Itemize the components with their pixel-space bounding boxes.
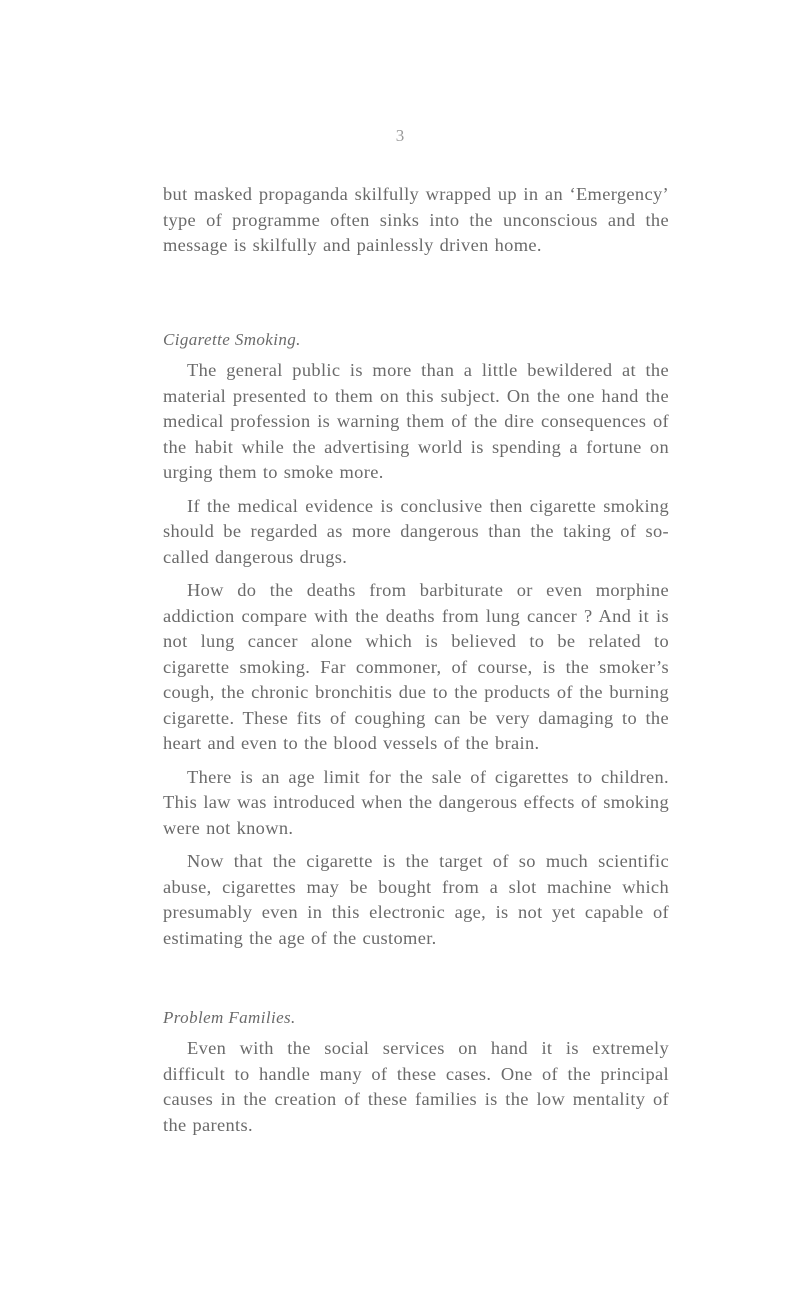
section-heading-problem-families: Problem Families. — [163, 1008, 296, 1027]
body-paragraph: Now that the cigarette is the target of so much scientific abuse, cigarettes may be bought from a slot machine which presumably even in this electronic age, is not yet capable of estimating the age of the customer. — [163, 851, 669, 948]
intro-paragraph: but masked propaganda skilfully wrapped up in an ‘Emergency’ type of programme often sinks into the unconscious and the message is skilfully and painlessly driven home. — [163, 184, 669, 255]
section-heading-cigarette-smoking: Cigarette Smoking. — [163, 330, 301, 349]
body-paragraph: The general public is more than a little bewildered at the material presented to them on this subject. On the one hand the medical profession is warning them of the dire consequences of the habit while the advertising world is spending a fortune on urging them to smoke more. — [163, 360, 669, 482]
body-paragraph: There is an age limit for the sale of cigarettes to children. This law was introduced when the dangerous effects of smoking were not known. — [163, 766, 669, 838]
page-number: 3 — [395, 126, 405, 145]
body-paragraph: If the medical evidence is conclusive then cigarette smoking should be regarded as more dangerous than the taking of so-called dangerous drugs. — [163, 495, 669, 567]
cigarette-smoking-body — [163, 358, 669, 951]
body-paragraph: How do the deaths from barbiturate or even morphine addiction compare with the deaths from lung cancer ? And it is not lung cancer alone which is believed to be related to cigarette smoking. Far commoner, of course, is the smoker’s cough, the chronic bronchitis due to the products of the burning cigarette. These fits of coughing can be very damaging to the heart and even to the blood vessels of the brain. — [163, 580, 669, 753]
problem-families-body — [163, 1036, 669, 1138]
intro-text-block — [163, 182, 669, 259]
body-paragraph: Even with the social services on hand it is extremely difficult to handle many of these cases. One of the principal causes in the creation of these families is the low mentality of the parents. — [163, 1038, 669, 1135]
